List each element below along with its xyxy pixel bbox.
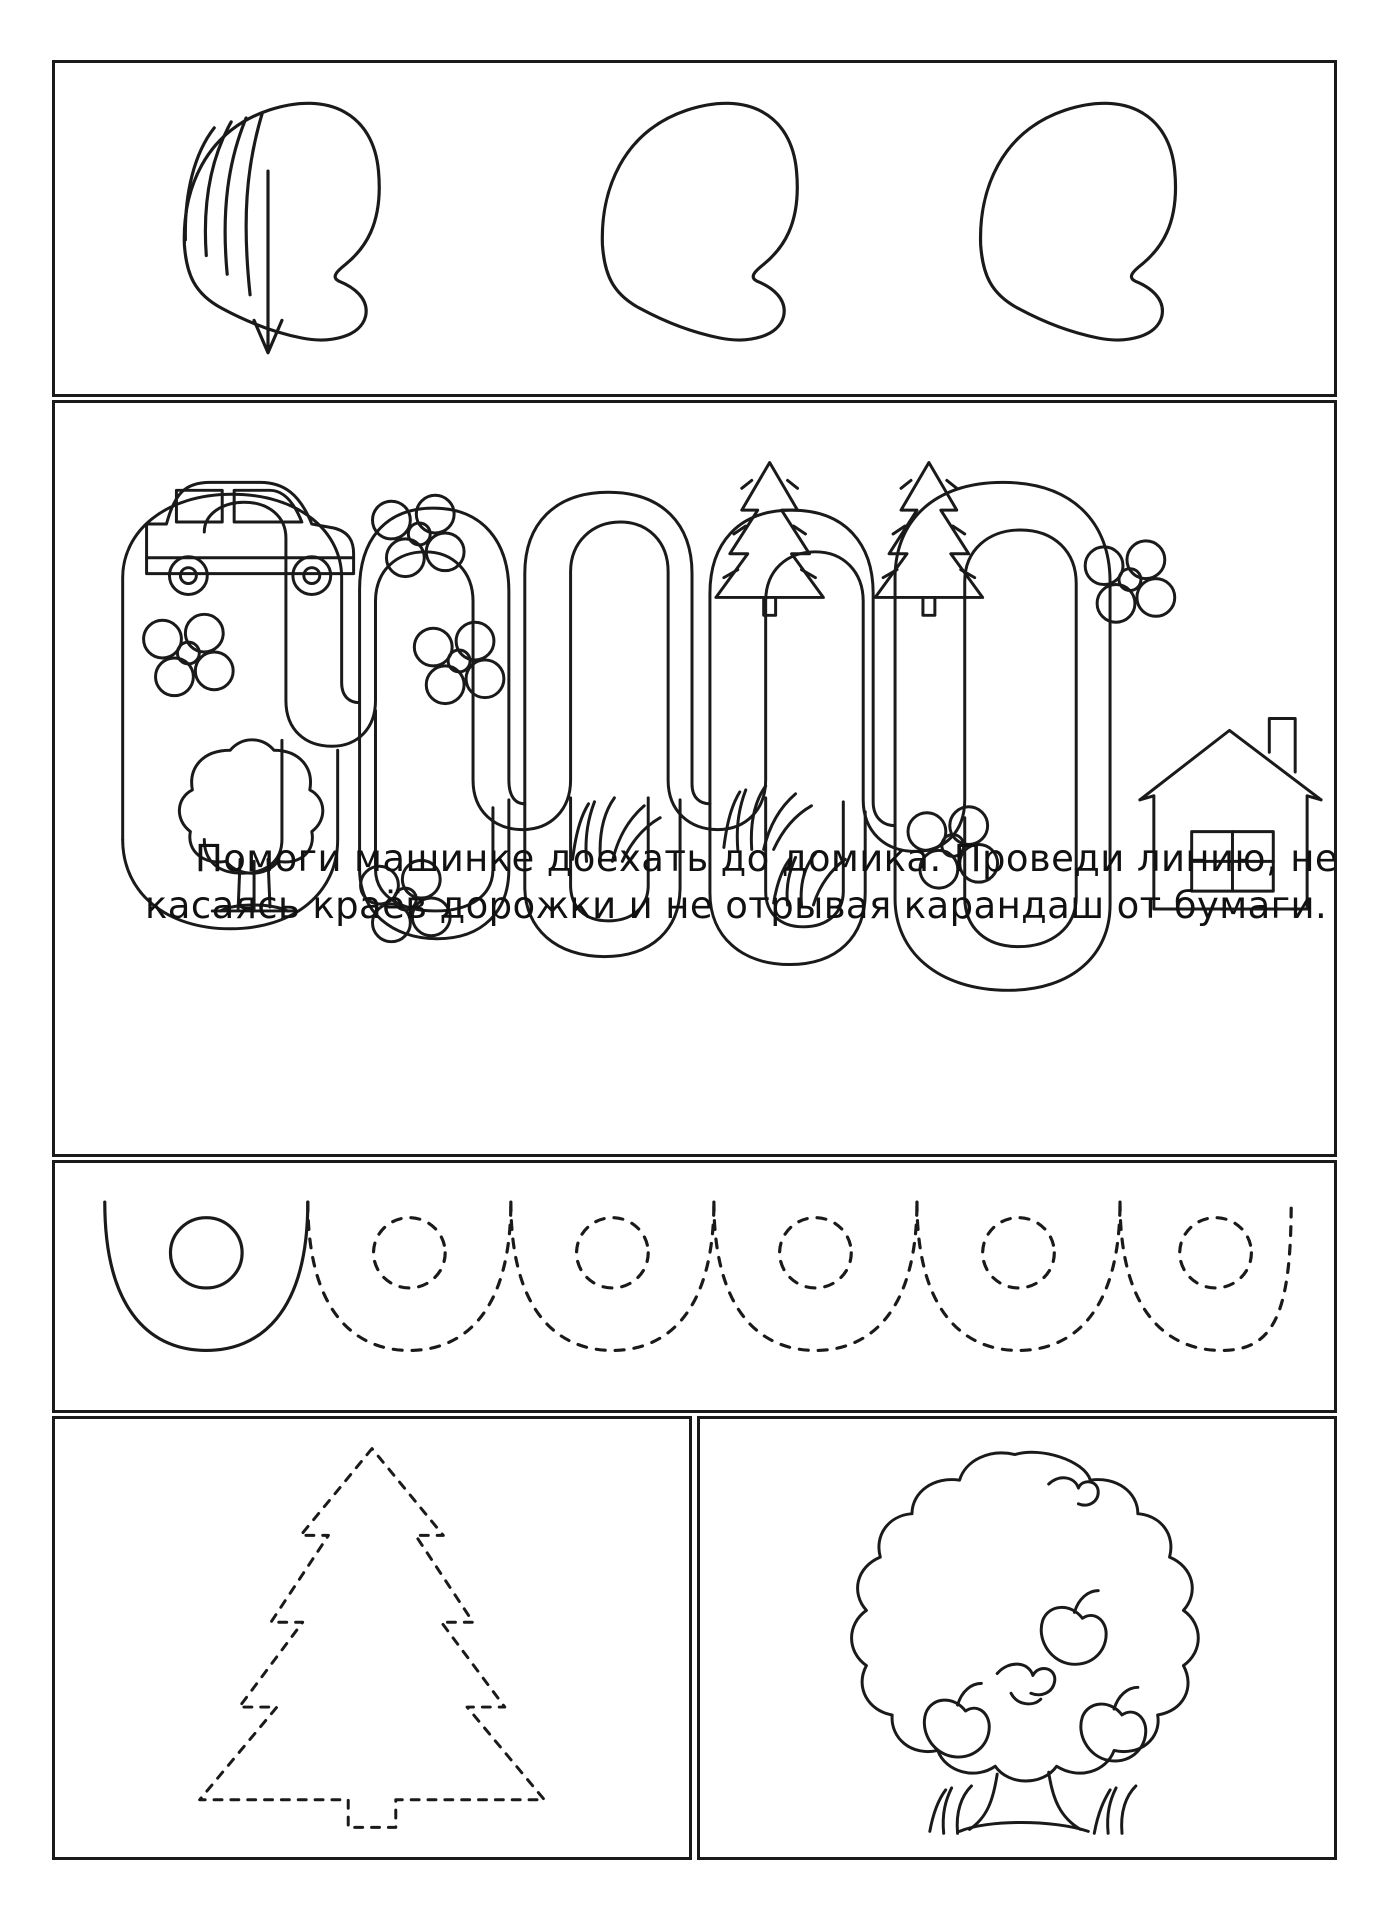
mitten-2 <box>602 103 797 340</box>
fir-tree-small-1 <box>716 463 823 616</box>
apple-left <box>924 1683 989 1757</box>
maze-instruction-text: Помоги машинке доехать до домика. Проведи линию, не касаясь краёв дорожки и не отрывая карандаш от бумаги. <box>145 837 1351 928</box>
flower-3 <box>414 622 504 703</box>
apple-tree-svg <box>700 1419 1334 1857</box>
mitten-tracing-row <box>52 60 1337 397</box>
car-icon <box>147 482 354 594</box>
apple-top-right <box>1041 1591 1106 1665</box>
fir-tree-svg <box>55 1419 689 1857</box>
flower-1 <box>373 495 465 576</box>
maze-svg <box>55 403 1334 1154</box>
fir-tree-dotted-outline <box>52 1416 692 1860</box>
mitten-1 <box>184 103 379 352</box>
arc-sample-solid <box>105 1202 308 1350</box>
flower-2 <box>144 614 234 695</box>
car-to-house-maze <box>52 400 1351 1157</box>
arc-dotted-group <box>308 1202 1291 1350</box>
apple-tree-picture <box>697 1416 1337 1860</box>
flower-6 <box>1085 541 1175 622</box>
mitten-3 <box>981 103 1176 340</box>
mittens-svg <box>55 63 1334 394</box>
arcs-svg <box>55 1163 1334 1410</box>
arc-and-circle-tracing-row <box>52 1160 1337 1413</box>
